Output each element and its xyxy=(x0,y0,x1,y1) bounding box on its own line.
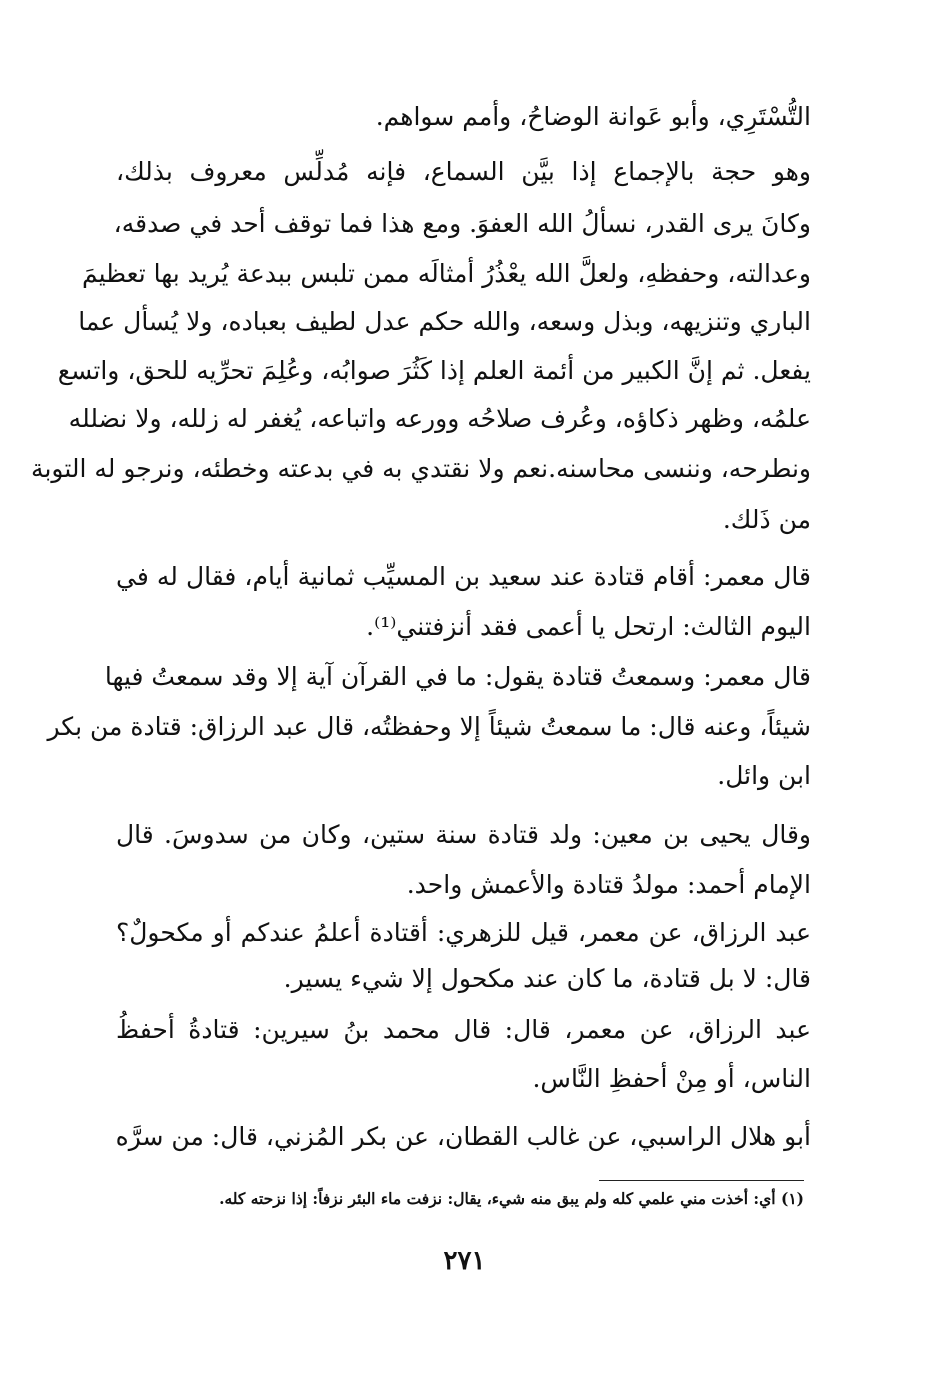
footnote: (١) أي: أخذت مني علمي كله ولم يبق منه شيء، يقال: نزفت ماء البئر نزفاً: إذا نزحته كله. xyxy=(219,1189,804,1208)
text-line: شيئاً، وعنه قال: ما سمعتُ شيئاً إلا وحفظتُه، قال عبد الرزاق: قتادة من بكر xyxy=(47,712,811,741)
text-line: أبو هلال الراسبي، عن غالب القطان، عن بكر المُزني، قال: من سرَّه xyxy=(115,1122,811,1151)
page-number: ٢٧١ xyxy=(443,1246,486,1276)
text-line: الناس، أو مِنْ أحفظِ النَّاس. xyxy=(532,1064,811,1093)
text-line: اليوم الثالث: ارتحل يا أعمى فقد أنزفتني⁽¹⁾. xyxy=(366,612,811,641)
text-line: عبد الرزاق، عن معمر، قال: قال محمد بنُ سيرين: قتادةُ أحفظُ xyxy=(116,1015,811,1044)
text-line: علمُه، وظهر ذكاؤه، وعُرف صلاحُه وورعه واتباعه، يُغفر له زلله، ولا نضلله xyxy=(68,404,811,433)
text-line: وقال يحيى بن معين: ولد قتادة سنة ستين، وكان من سدوسَ. قال xyxy=(116,820,811,849)
text-line: قال: لا بل قتادة، ما كان عند مكحول إلا شيء يسير. xyxy=(283,964,811,993)
text-line: قال معمر: وسمعتُ قتادة يقول: ما في القرآن آية إلا وقد سمعتُ فيها xyxy=(104,662,811,691)
text-line: وعدالته، وحفظهِ، ولعلَّ الله يعْذُرُ أمثالَه ممن تلبس ببدعة يُريد بها تعظيمَ xyxy=(81,259,811,288)
text-line: يفعل. ثم إنَّ الكبير من أئمة العلم إذا كَثُرَ صوابُه، وعُلِمَ تحرِّيه للحق، واتسع xyxy=(57,356,811,385)
text-line: التُّسْتَرِي، وأبو عَوانة الوضاحُ، وأمم سواهم. xyxy=(375,102,811,131)
text-line: وكانَ يرى القدر، نسألُ الله العفوَ. ومع هذا فما توقف أحد في صدقه، xyxy=(113,209,811,238)
text-line: الباري وتنزيهه، وبذل وسعه، والله حكم عدل لطيف بعباده، ولا يُسأل عما xyxy=(78,307,811,336)
text-line: قال معمر: أقام قتادة عند سعيد بن المسيِّب ثمانية أيام، فقال له في xyxy=(116,562,811,591)
text-line: وهو حجة بالإجماع إذا بيَّن السماع، فإنه مُدلِّس معروف بذلك، xyxy=(116,157,811,186)
text-line: ونطرحه، وننسى محاسنه.نعم ولا نقتدي به في بدعته وخطئه، ونرجو له التوبة xyxy=(31,454,811,483)
text-line: من ذَلك. xyxy=(722,505,811,534)
text-line: الإمام أحمد: مولدُ قتادة والأعمش واحد. xyxy=(406,870,811,899)
text-line: ابن وائل. xyxy=(717,761,811,790)
footnote-divider xyxy=(599,1180,804,1181)
text-line: عبد الرزاق، عن معمر، قيل للزهري: أقتادة أعلمُ عندكم أو مكحولٌ؟ xyxy=(116,918,811,947)
